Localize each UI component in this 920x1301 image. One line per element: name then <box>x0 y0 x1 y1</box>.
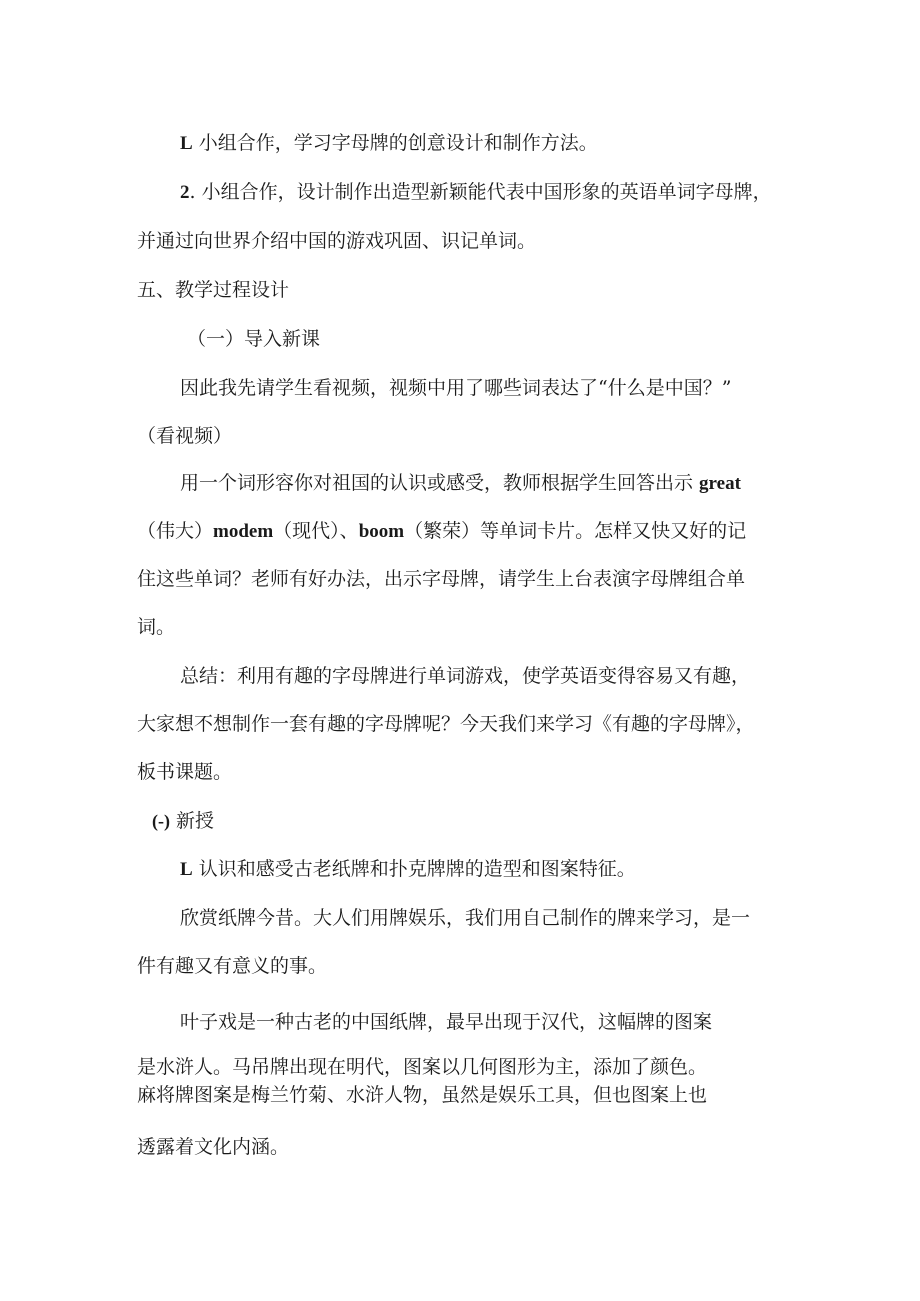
paragraph-words-line-1 <box>180 471 741 496</box>
paragraph-history-line-1: 叶子戏是一种古老的中国纸牌，最早出现于汉代，这幅牌的图案 <box>180 1011 713 1033</box>
paragraph-summary-line-1: 总结：利用有趣的字母牌进行单词游戏，使学英语变得容易又有趣， <box>180 665 751 687</box>
paragraph-text: 用一个词形容你对祖国的认识或感受，教师根据学生回答出示 <box>180 472 700 494</box>
english-word-boom: boom <box>358 521 405 542</box>
paragraph-words-line-3: 住这些单词？老师有好办法，出示字母牌，请学生上台表演字母牌组合单 <box>137 568 746 590</box>
paragraph-summary-line-2: 大家想不想制作一套有趣的字母牌呢？今天我们来学习《有趣的字母牌》， <box>137 713 755 735</box>
paragraph-intro-line-1: 因此我先请学生看视频，视频中用了哪些词表达了“什么是中国？” <box>180 377 732 399</box>
paragraph-goal-2-line-1 <box>180 180 772 205</box>
paragraph-text: 认识和感受古老纸牌和扑克牌牌的造型和图案特征。 <box>198 858 636 880</box>
paragraph-words-line-4: 词。 <box>137 616 176 638</box>
list-marker: L <box>180 133 193 154</box>
paragraph-text: （现代）、 <box>273 520 359 542</box>
paragraph-appreciation-line-1: 欣赏纸牌今昔。大人们用牌娱乐，我们用自己制作的牌来学习，是一 <box>180 907 751 929</box>
paragraph-text: （伟大） <box>137 520 214 542</box>
paragraph-summary-line-3: 板书课题。 <box>137 761 233 783</box>
subsection-title: 新授 <box>176 810 215 832</box>
list-marker: 2 <box>180 182 190 203</box>
english-word-modem: modem <box>213 521 274 542</box>
subsection-heading-intro: （一）导入新课 <box>187 328 321 350</box>
paragraph-history-line-3: 麻将牌图案是梅兰竹菊、水浒人物，虽然是娱乐工具，但也图案上也 <box>137 1084 708 1106</box>
paragraph-history-line-2: 是水浒人。马吊牌出现在明代，图案以几何图形为主，添加了颜色。 <box>137 1056 708 1078</box>
paragraph-appreciation-line-2: 件有趣又有意义的事。 <box>137 955 328 977</box>
paragraph-goal-1 <box>180 131 598 156</box>
paragraph-cards-1 <box>180 857 636 882</box>
paragraph-text: （繁荣）等单词卡片。怎样又快又好的记 <box>404 520 747 542</box>
paragraph-words-line-2 <box>137 519 746 544</box>
paragraph-intro-line-2: （看视频） <box>137 425 233 447</box>
paragraph-goal-2-line-2: 并通过向世界介绍中国的游戏巩固、识记单词。 <box>137 230 537 252</box>
paragraph-text: 小组合作，学习字母牌的创意设计和制作方法。 <box>198 132 598 154</box>
subsection-marker: (-) <box>152 811 170 831</box>
paragraph-history-line-4: 透露着文化内涵。 <box>137 1136 290 1158</box>
english-word-great: great <box>699 473 741 494</box>
section-heading: 五、教学过程设计 <box>137 279 290 301</box>
subsection-heading-new <box>152 809 214 833</box>
list-marker: L <box>180 859 193 880</box>
paragraph-text: . 小组合作，设计制作出造型新颖能代表中国形象的英语单词字母牌， <box>189 181 772 203</box>
